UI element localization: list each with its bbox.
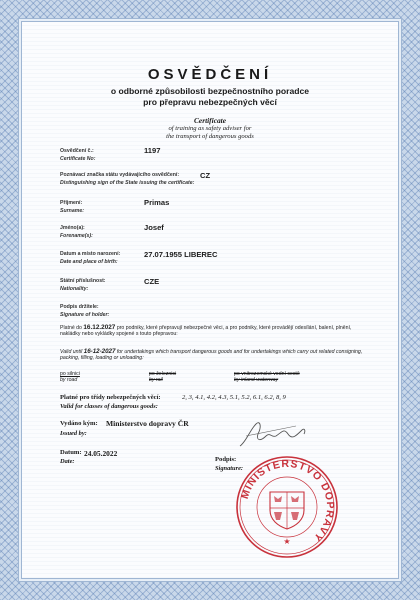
certificate-title: OSVĚDČENÍ <box>147 66 273 83</box>
nationality-label: Státní příslušnost: <box>60 278 106 284</box>
birth-label: Datum a místo narození: <box>60 251 121 257</box>
issuer-signature-label: Podpis: <box>215 456 237 463</box>
state-sign-value: CZ <box>200 171 211 180</box>
state-sign-label: Poznávací značka státu vydávajícího osvědčení: <box>60 172 180 178</box>
issuer-signature-label-en: Signature: <box>215 465 244 472</box>
nationality-value: CZE <box>144 277 160 286</box>
forename-label: Jméno(a): <box>60 225 85 231</box>
mode-road <box>60 371 80 383</box>
issue-date-value: 24.05.2022 <box>84 449 118 458</box>
issuer-label-en: Issued by: <box>60 430 87 437</box>
coat-of-arms-icon <box>270 492 304 529</box>
english-subtitle-line2: the transport of dangerous goods <box>166 133 254 140</box>
stamp-text: MINISTERSTVO DOPRAVY <box>238 457 337 545</box>
mode-waterway-en: by inland waterway <box>234 377 279 383</box>
state-sign-label-en: Distinguishing sign of the State issuing the certificate: <box>60 180 195 186</box>
classes-label: Platné pro třídy nebezpečných věcí: <box>60 394 161 401</box>
birth-label-en: Date and place of birth: <box>60 259 118 265</box>
issuer-name: Ministerstvo dopravy ČR <box>106 419 189 428</box>
mode-rail <box>149 371 176 383</box>
validity-suffix-en: for undertakings which transport dangerous goods and for undertakings which carry out related consigning, packing, filling, loading or unloading: <box>60 349 363 361</box>
issue-date-label: Datum: <box>60 449 82 456</box>
certificate-subtitle-line1: o odborné způsobilosti bezpečnostního poradce <box>110 86 310 96</box>
nationality-label-en: Nationality: <box>60 286 89 292</box>
validity-prefix-en: Valid until <box>60 349 84 355</box>
mode-road-en: by road <box>60 377 78 383</box>
holder-signature-label: Podpis držitele: <box>60 304 99 310</box>
validity-suffix-cz: pro podniky, které přepravují nebezpečné věci, a pro podniky, které provádějí odesílání, balení, plnění, nakládky nebo vykládky spojené s touto přepravou: <box>60 325 352 337</box>
english-subtitle-line1: of training as safety adviser for <box>168 125 252 132</box>
ministry-stamp <box>232 452 342 562</box>
issue-date-label-en: Date: <box>60 458 75 465</box>
english-title: Certificate <box>193 116 227 125</box>
validity-paragraph-en <box>60 348 365 361</box>
mode-waterway-cz: po vnitrozemské vodní cestě <box>234 371 300 377</box>
mode-road-cz: po silnici <box>60 371 80 377</box>
forename-value: Josef <box>144 223 164 232</box>
certificate-subtitle-line2: pro přepravu nebezpečných věcí <box>143 97 277 107</box>
validity-prefix-cz: Platné do <box>60 325 84 331</box>
validity-paragraph-cz <box>60 324 360 337</box>
issuer-label: Vydáno kým: <box>60 420 98 427</box>
cert-no-label: Osvědčení č.: <box>60 148 94 154</box>
classes-list: 2, 3, 4.1, 4.2, 4.3, 5.1, 5.2, 6.1, 6.2, 8, 9 <box>182 394 286 401</box>
validity-date-en: 16-12-2027 <box>83 348 116 355</box>
classes-label-en: Valid for classes of dangerous goods: <box>60 403 158 410</box>
stamp-star-icon: ★ <box>283 537 291 546</box>
cert-no-label-en: Certificate No: <box>60 156 96 162</box>
validity-date-cz: 16.12.2027 <box>83 324 116 331</box>
mode-rail-en: by rail <box>149 377 163 383</box>
mode-waterway <box>234 371 300 383</box>
birth-value: 27.07.1955 LIBEREC <box>144 250 218 259</box>
mode-rail-cz: po železnici <box>149 371 177 377</box>
holder-signature-label-en: Signature of holder: <box>60 312 110 318</box>
surname-label: Příjmení: <box>60 200 83 206</box>
surname-value: Primas <box>144 198 170 207</box>
surname-label-en: Surname: <box>60 208 84 214</box>
forename-label-en: Forename(s): <box>60 233 93 239</box>
cert-no-value: 1197 <box>144 146 161 155</box>
certificate-body <box>22 22 398 578</box>
